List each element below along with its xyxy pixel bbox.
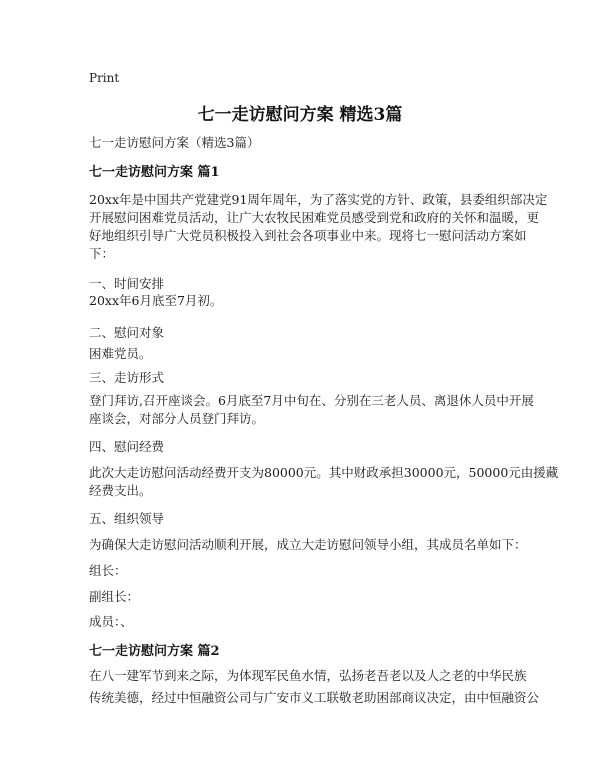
section2-text-line: 在八一建军节到来之际，为体现军民鱼水情，弘扬老吾老以及人之老的中华民族 [89, 668, 527, 683]
fund-text-line: 经费支出。 [89, 483, 152, 498]
form-text-line: 座谈会，对部分人员登门拜访。 [89, 411, 265, 426]
section1-intro-line: 20xx年是中国共产党建党91周年周年，为了落实党的方针、政策，县委组织部决定 [89, 192, 548, 207]
section2-heading: 七一走访慰问方案 篇2 [89, 644, 220, 659]
form-heading: 三、走访形式 [89, 370, 165, 385]
print-label[interactable]: Print [89, 71, 120, 85]
fund-heading: 四、慰问经费 [89, 439, 165, 454]
org-heading: 五、组织领导 [89, 511, 165, 526]
org-text: 为确保大走访慰问活动顺利开展，成立大走访慰问领导小组，其成员名单如下： [89, 537, 527, 552]
time-heading: 一、时间安排 [89, 276, 165, 291]
section2-text-line: 传统美德，经过中恒融资公司与广安市义工联敬老助困部商议决定，由中恒融资公 [89, 690, 540, 705]
target-heading: 二、慰问对象 [89, 325, 165, 340]
section1-intro-line: 开展慰问困难党员活动，让广大农牧民困难党员感受到党和政府的关怀和温暖，更 [89, 210, 540, 225]
leader-line: 组长： [89, 563, 127, 578]
section1-intro-line: 好地组织引导广大党员积极投入到社会各项事业中来。现将七一慰问活动方案如 [89, 228, 527, 243]
fund-text-line: 此次大走访慰问活动经费开支为80000元。其中财政承担30000元，50000元由援藏 [89, 465, 559, 480]
section1-heading: 七一走访慰问方案 篇1 [89, 165, 220, 180]
members-line: 成员：、 [89, 614, 133, 629]
document-title: 七一走访慰问方案 精选3篇 [197, 105, 403, 125]
form-text-line: 登门拜访,召开座谈会。6月底至7月中旬在、分别在三老人员、离退休人员中开展 [89, 393, 534, 408]
document-subtitle: 七一走访慰问方案（精选3篇） [89, 135, 260, 150]
vice-leader-line: 副组长： [89, 589, 140, 604]
time-text: 20xx年6月底至7月初。 [89, 293, 223, 308]
section1-intro-line: 下： [89, 246, 115, 261]
target-text: 困难党员。 [89, 346, 152, 361]
